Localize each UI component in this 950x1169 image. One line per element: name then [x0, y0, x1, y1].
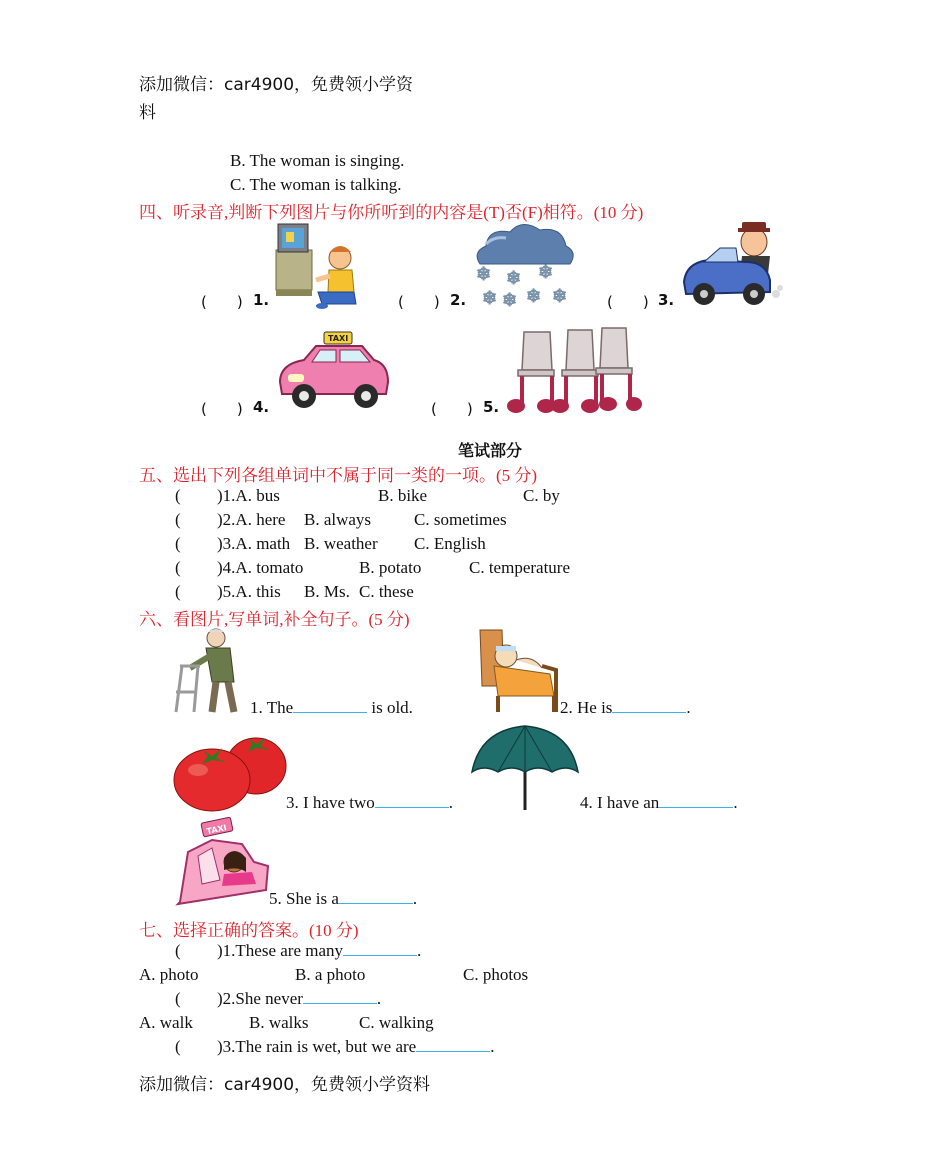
- section4-title: 四、听录音,判断下列图片与你所听到的内容是(T)否(F)相符。(10 分): [139, 203, 644, 222]
- section6-item2-post: .: [686, 698, 691, 717]
- prev-option-b: B. The woman is singing.: [230, 151, 405, 170]
- section6-item3-blank[interactable]: [375, 793, 449, 808]
- section7-q1-option-a: A. photo: [139, 965, 199, 984]
- section4-item3-num: 3.: [658, 291, 675, 309]
- section7-q1-option-c: C. photos: [463, 965, 529, 984]
- section5-row2-c: C. sometimes: [414, 510, 507, 529]
- svg-text:❄: ❄: [476, 264, 492, 285]
- section5-row2-paren: (: [175, 510, 181, 529]
- svg-text:❄: ❄: [502, 290, 518, 311]
- section6-title: 六、看图片,写单词,补全句子。(5 分): [139, 610, 410, 629]
- section6-item5: [269, 889, 417, 909]
- section4-item5-paren: ( ): [431, 400, 473, 418]
- man-driving-car-icon: [680, 218, 784, 310]
- svg-text:❄: ❄: [482, 288, 498, 309]
- section6-item5-post: .: [412, 889, 418, 908]
- section5-row1-c: C. by: [523, 486, 560, 505]
- section5-row2-b: B. always: [304, 510, 372, 529]
- section5-row4-b: B. potato: [359, 558, 422, 577]
- section7-q1-text: )1.These are many: [217, 941, 344, 960]
- section5-row5-paren: (: [175, 582, 181, 601]
- written-section-heading: 笔试部分: [458, 441, 523, 460]
- section7-q1: [217, 941, 421, 961]
- section6-item2-pre: 2. He is: [560, 698, 613, 717]
- section5-row3-c: C. English: [414, 534, 486, 553]
- section4-item3-paren: ( ): [607, 293, 649, 311]
- section6-item5-blank[interactable]: [339, 889, 413, 904]
- section7-title: 七、选择正确的答案。(10 分): [139, 921, 359, 940]
- section4-item2-num: 2.: [450, 291, 467, 309]
- svg-text:❄: ❄: [526, 286, 542, 307]
- section5-row3-paren: (: [175, 534, 181, 553]
- section7-q1-end: .: [417, 941, 422, 960]
- section4-item2-paren: ( ): [398, 293, 440, 311]
- section6-item1: [250, 698, 413, 718]
- section6-item4-pre: 4. I have an: [580, 793, 660, 812]
- section7-q1-option-b: B. a photo: [295, 965, 366, 984]
- header-watermark-line2: 料: [139, 103, 156, 123]
- section6-item2: [560, 698, 691, 718]
- section6-item1-pre: 1. The: [250, 698, 294, 717]
- old-man-walker-icon: [172, 626, 248, 716]
- section4-item1-num: 1.: [253, 291, 270, 309]
- tomatoes-icon: [172, 732, 288, 812]
- section5-row5-c: C. these: [359, 582, 414, 601]
- section5-row5-a: )5.A. this: [217, 582, 281, 601]
- section7-q2-text: )2.She never: [217, 989, 303, 1008]
- section6-item3-pre: 3. I have two: [286, 793, 375, 812]
- section4-item4-num: 4.: [253, 398, 270, 416]
- section6-item4: [580, 793, 738, 813]
- svg-text:❄: ❄: [506, 268, 522, 289]
- section5-row1-b: B. bike: [378, 486, 428, 505]
- section7-q2: [217, 989, 381, 1009]
- svg-text:❄: ❄: [538, 262, 554, 283]
- sick-boy-bed-icon: [476, 626, 558, 714]
- chairs-music-notes-icon: [506, 326, 640, 414]
- section4-item1-paren: ( ): [201, 293, 243, 311]
- section7-q2-paren: (: [175, 989, 181, 1008]
- section6-item1-post: is old.: [367, 698, 413, 717]
- section5-row4-a: )4.A. tomato: [217, 558, 304, 577]
- section5-row3-b: B. weather: [304, 534, 378, 553]
- svg-text:TAXI: TAXI: [205, 823, 228, 837]
- umbrella-icon: [470, 724, 580, 812]
- section7-q3-paren: (: [175, 1037, 181, 1056]
- section7-q3-end: .: [490, 1037, 495, 1056]
- section4-item4-paren: ( ): [201, 400, 243, 418]
- section7-q2-option-b: B. walks: [249, 1013, 309, 1032]
- svg-text:TAXI: TAXI: [328, 334, 349, 343]
- section7-q2-option-a: A. walk: [139, 1013, 193, 1032]
- section5-row1-a: )1.A. bus: [217, 486, 280, 505]
- section7-q2-end: .: [376, 989, 382, 1008]
- section6-item1-blank[interactable]: [293, 698, 367, 713]
- section7-q1-paren: (: [175, 941, 181, 960]
- section5-row2-a: )2.A. here: [217, 510, 286, 529]
- taxi-icon: [274, 330, 392, 412]
- section6-item4-post: .: [733, 793, 738, 812]
- section6-item4-blank[interactable]: [659, 793, 733, 808]
- svg-text:❄: ❄: [552, 286, 568, 307]
- section6-item5-pre: 5. She is a: [269, 889, 339, 908]
- section7-q3: [217, 1037, 494, 1057]
- section5-row3-a: )3.A. math: [217, 534, 291, 553]
- section5-row4-c: C. temperature: [469, 558, 571, 577]
- section7-q3-blank[interactable]: [416, 1037, 490, 1052]
- section6-item3-post: .: [448, 793, 454, 812]
- section4-item5-num: 5.: [483, 398, 500, 416]
- boy-watching-tv-icon: [272, 220, 367, 312]
- section7-q3-text: )3.The rain is wet, but we are: [217, 1037, 417, 1056]
- section6-item2-blank[interactable]: [612, 698, 686, 713]
- section5-row1-paren: (: [175, 486, 181, 505]
- section6-item3: [286, 793, 453, 813]
- section5-row4-paren: (: [175, 558, 181, 577]
- snow-cloud-icon: [470, 222, 578, 311]
- section5-title: 五、选出下列各组单词中不属于同一类的一项。(5 分): [139, 466, 538, 485]
- section7-q2-option-c: C. walking: [359, 1013, 434, 1032]
- section7-q1-blank[interactable]: [343, 941, 417, 956]
- footer-watermark: 添加微信：car4900，免费领小学资料: [139, 1075, 431, 1095]
- section5-row5-b: B. Ms.: [304, 582, 350, 601]
- section7-q2-blank[interactable]: [303, 989, 377, 1004]
- prev-option-c: C. The woman is talking.: [230, 175, 402, 194]
- taxi-driver-icon: [172, 818, 270, 906]
- header-watermark-line1: 添加微信：car4900，免费领小学资: [139, 75, 414, 95]
